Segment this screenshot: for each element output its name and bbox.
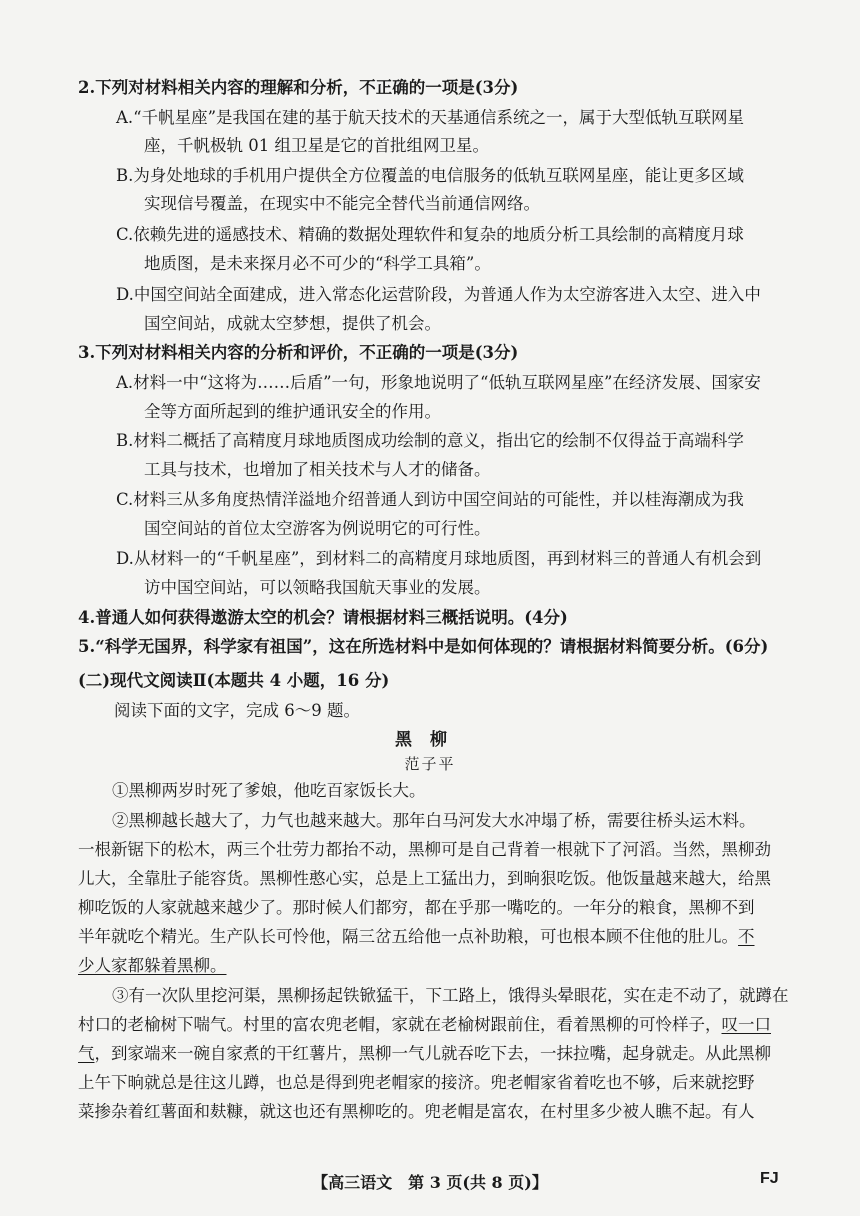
paragraph-2-line-3: 儿大，全靠肚子能容货。黑柳性憨心实，总是上工猛出力，到晌狠吃饭。他饭量越来越大，给黑 [78, 869, 771, 888]
question-2-option-d: D.中国空间站全面建成，进入常态化运营阶段，为普通人作为太空游客进入太空、进入中 [116, 285, 761, 304]
underlined-phrase-1-end: 少人家都躲着黑柳。 [78, 956, 227, 975]
reading-instruction: 阅读下面的文字，完成 6～9 题。 [114, 701, 360, 720]
question-3-option-c: C.材料三从多角度热情洋溢地介绍普通人到访中国空间站的可能性，并以桂海潮成为我 [116, 490, 744, 509]
question-2-option-a: A.“千帆星座”是我国在建的基于航天技术的天基通信系统之一，属于大型低轨互联网星 [116, 108, 745, 127]
page-footer: 【高三语文 第 3 页(共 8 页)】 [312, 1173, 548, 1192]
question-2-option-c: C.依赖先进的遥感技术、精确的数据处理软件和复杂的地质分析工具绘制的高精度月球 [116, 225, 744, 244]
underlined-phrase-2-end: 气 [78, 1044, 95, 1063]
paragraph-2-line-6 [78, 956, 778, 976]
paragraph-2-line-1 [78, 811, 778, 831]
paragraph-2-line-2: 一根新锯下的松木，两三个壮劳力都抬不动，黑柳可是自己背着一根就下了河滔。当然，黑柳劲 [78, 840, 771, 859]
question-5: 5.“科学无国界，科学家有祖国”，这在所选材料中是如何体现的？请根据材料简要分析。(6分) [78, 637, 769, 656]
paragraph-3-line-4: 上午下晌就总是往这儿蹲，也总是得到兜老帽家的接济。兜老帽家省着吃也不够，后来就挖野 [78, 1073, 755, 1092]
paragraph-3-line-3 [78, 1044, 778, 1064]
question-2-option-a-cont: 座，千帆极轨 01 组卫星是它的首批组网卫星。 [144, 136, 489, 155]
question-3-option-b: B.材料二概括了高精度月球地质图成功绘制的意义，指出它的绘制不仅得益于高端科学 [116, 431, 744, 450]
paragraph-2-text: ②黑柳越长越大了，力气也越来越大。那年白马河发大水冲塌了桥，需要往桥头运木料。 [112, 811, 756, 830]
paragraph-3-line-1 [78, 986, 789, 1006]
underlined-phrase-2-start: 叹一口 [721, 1015, 771, 1034]
question-2-option-b-cont: 实现信号覆盖，在现实中不能完全替代当前通信网络。 [144, 194, 540, 213]
question-3-option-a: A.材料一中“这将为……后盾”一句，形象地说明了“低轨互联网星座”在经济发展、国家安 [116, 373, 761, 392]
question-3-option-a-cont: 全等方面所起到的维护通讯安全的作用。 [144, 402, 441, 421]
question-3-option-c-cont: 国空间站的首位太空游客为例说明它的可行性。 [144, 519, 491, 538]
underlined-phrase-1-start: 不 [738, 927, 755, 946]
question-2-option-b: B.为身处地球的手机用户提供全方位覆盖的电信服务的低轨互联网星座，能让更多区域 [116, 166, 744, 185]
section-heading: (二)现代文阅读Ⅱ(本题共 4 小题，16 分) [78, 671, 390, 690]
question-3-option-b-cont: 工具与技术，也增加了相关技术与人才的储备。 [144, 460, 491, 479]
question-3-option-d-cont: 访中国空间站，可以领略我国航天事业的发展。 [144, 578, 491, 597]
paragraph-3-text: ③有一次队里挖河渠，黑柳扬起铁锨猛干，下工路上，饿得头晕眼花，实在走不动了，就蹲在 [112, 986, 789, 1005]
paragraph-3-line-3-text: ，到家端来一碗自家煮的干红薯片，黑柳一气儿就吞吃下去，一抹拉嘴，起身就走。从此黑柳 [94, 1044, 771, 1063]
paragraph-1 [78, 781, 778, 801]
article-author: 范子平 [404, 755, 456, 773]
question-4: 4.普通人如何获得遨游太空的机会？请根据材料三概括说明。(4分) [78, 608, 568, 627]
paragraph-3-line-2-text: 村口的老榆树下喘气。村里的富农兜老帽，家就在老榆树跟前住，看着黑柳的可怜样子， [78, 1015, 722, 1034]
question-2-option-d-cont: 国空间站，成就太空梦想，提供了机会。 [144, 314, 441, 333]
question-2-option-c-cont: 地质图，是未来探月必不可少的“科学工具箱”。 [144, 254, 491, 273]
paragraph-1-text: ①黑柳两岁时死了爹娘，他吃百家饭长大。 [112, 781, 426, 800]
paragraph-3-line-5: 菜掺杂着红薯面和麸糠，就这也还有黑柳吃的。兜老帽是富农，在村里多少被人瞧不起。有人 [78, 1102, 755, 1121]
paragraph-2-line-5 [78, 927, 778, 947]
article-title: 黑柳 [395, 730, 465, 750]
paragraph-3-line-2 [78, 1015, 778, 1035]
paragraph-2-line-4: 柳吃饭的人家就越来越少了。那时候人们都穷，都在乎那一嘴吃的。一年分的粮食，黑柳不到 [78, 898, 755, 917]
question-3-stem: 3.下列对材料相关内容的分析和评价，不正确的一项是(3分) [78, 343, 519, 362]
paragraph-2-line-5-text: 半年就吃个精光。生产队长可怜他，隔三岔五给他一点补助粮，可也根本顾不住他的肚儿。 [78, 927, 738, 946]
question-3-option-d: D.从材料一的“千帆星座”，到材料二的高精度月球地质图，再到材料三的普通人有机会到 [116, 549, 762, 568]
question-2-stem: 2.下列对材料相关内容的理解和分析，不正确的一项是(3分) [78, 78, 519, 97]
region-code: FJ [760, 1170, 779, 1187]
